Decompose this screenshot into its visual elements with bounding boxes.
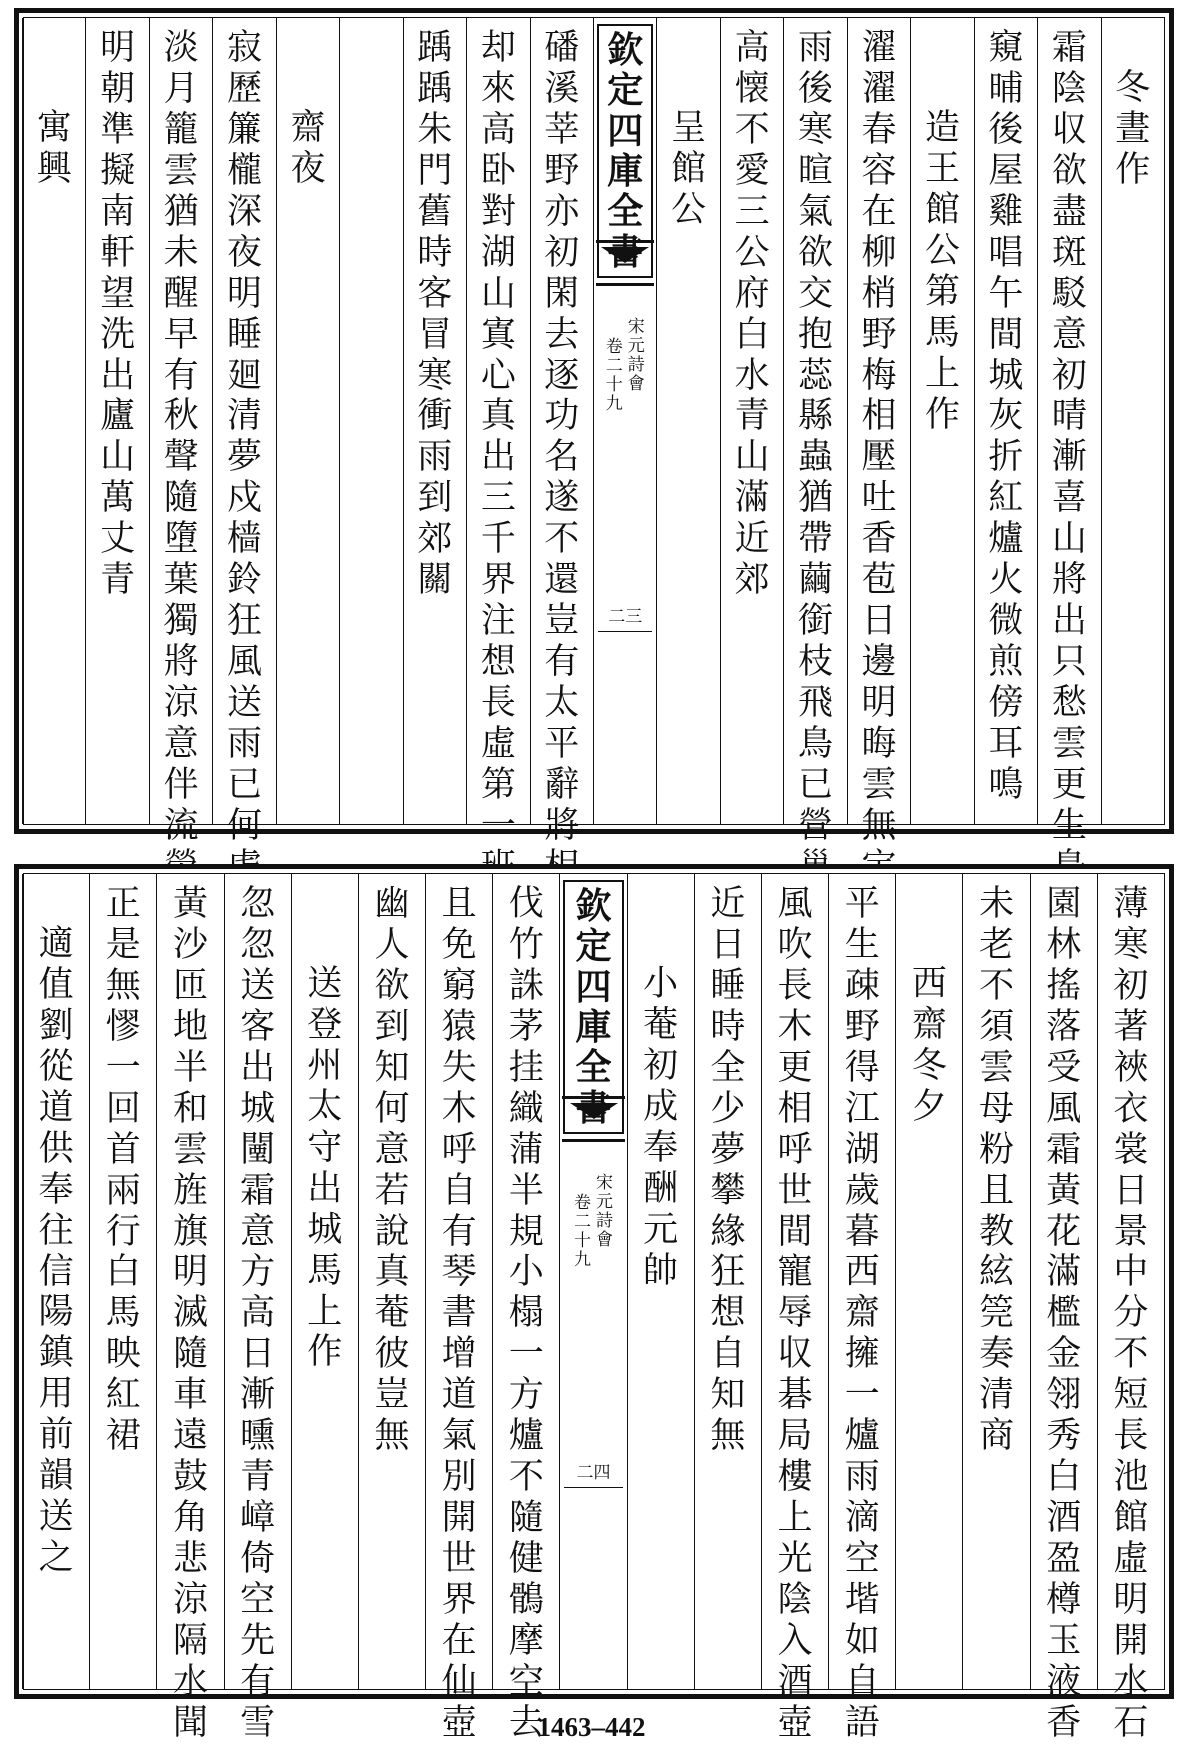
column-text: 平 生 疎 野 得 江 湖 歲 暮 西 齋 擁 一 爐 雨 滴 空 堦 如 自 語	[844, 884, 880, 1743]
poem-title-column	[1101, 18, 1164, 824]
column-text: 未 老 不 須 雲 母 粉 且 教 絃 筦 奏 清 商	[979, 884, 1015, 1457]
text-column	[974, 18, 1037, 824]
text-column	[89, 874, 156, 1689]
column-text: 冬 晝 作	[1115, 68, 1151, 190]
text-column	[828, 874, 895, 1743]
text-column	[694, 874, 761, 1689]
column-text: 寂 歷 簾 櫳 深 夜 明 睡 廻 清 夢 戍 樯 鈴 狂 風 送 雨 已 何	[227, 28, 263, 846]
volume-info: 宋 元 詩 會	[627, 317, 645, 395]
column-text: 送 登 州 太 守 出 城 馬 上 作	[307, 964, 343, 1373]
text-column	[847, 18, 910, 846]
column-text: 且 免 窮 猿 失 木 呼 自 有 琴 書 增 道 氣 別 開 世 界 在 仙 壺	[441, 884, 477, 1743]
text-column	[962, 874, 1029, 1689]
poem-title-column	[910, 18, 973, 824]
text-column	[224, 874, 291, 1743]
leaf-number: 二三	[598, 602, 652, 632]
column-text: 忽 忽 送 客 出 城 闉 霜 意 方 高 日 漸 曛 青 嶂 倚 空 先 有 雪	[240, 884, 276, 1743]
column-text: 霜 陰 収 欲 盡 斑 駁 意 初 晴 漸 喜 山 將 出 只 愁 雲 更 生	[1051, 28, 1087, 846]
column-text: 呈 館 公	[671, 108, 707, 230]
column-text: 小 菴 初 成 奉 酬 元 帥	[643, 964, 679, 1291]
fishtail-mark	[596, 240, 654, 286]
column-text: 適 值 劉 從 道 供 奉 往 信 陽 鎮 用 前 韻 送 之	[38, 924, 74, 1579]
column-text: 薄 寒 初 著 裌 衣 裳 日 景 中 分 不 短 長 池 館 虛 明 開 水 石	[1113, 884, 1149, 1743]
column-text: 明 朝 準 擬 南 軒 望 洗 出 廬 山 萬 丈 青	[100, 28, 136, 601]
fishtail-mark	[562, 1096, 624, 1142]
text-column	[339, 18, 402, 824]
column-text: 窺 晡 後 屋 雞 唱 午 間 城 灰 折 紅 爐 火 微 煎 傍 耳 鳴	[988, 28, 1024, 805]
column-text: 踽 踽 朱 門 舊 時 客 冒 寒 衝 雨 到 郊 關	[417, 28, 453, 601]
text-column	[156, 874, 223, 1743]
text-column	[492, 874, 559, 1743]
column-text: 却 來 高 卧 對 湖 山 寘 心 真 出 三 千 界 注 想 長 虛 第 一	[480, 28, 516, 846]
poem-title-column	[656, 18, 719, 824]
poem-title-column	[22, 18, 85, 824]
text-column	[783, 18, 846, 846]
column-text: 幽 人 欲 到 知 何 意 若 說 真 菴 彼 豈 無	[374, 884, 410, 1457]
text-column	[761, 874, 828, 1743]
poem-title-column	[291, 874, 358, 1689]
column-text: 齋 夜	[290, 108, 326, 189]
text-column	[1097, 874, 1164, 1743]
volume-info: 卷 二 十 九	[574, 1193, 591, 1271]
poem-title-column	[627, 874, 694, 1689]
text-column	[1030, 874, 1097, 1743]
book-title: 欽 定 四 庫 全 書	[563, 880, 623, 1134]
column-text: 近 日 睡 時 全 少 夢 攀 緣 狂 想 自 知 無	[710, 884, 746, 1457]
text-column	[466, 18, 529, 846]
text-column	[212, 18, 275, 846]
page-footer-number: 1463–442	[537, 1712, 646, 1742]
text-column	[720, 18, 783, 824]
book-title: 欽 定 四 庫 全 書	[597, 24, 653, 278]
text-column	[530, 18, 593, 846]
text-column	[403, 18, 466, 824]
page-top	[14, 8, 1174, 846]
page-frame	[23, 17, 1165, 846]
column-text: 寓 興	[36, 108, 72, 189]
center-fold-column	[593, 18, 656, 824]
column-text: 造 王 館 公 第 馬 上 作	[924, 108, 960, 435]
text-column	[85, 18, 148, 824]
leaf-number: 二四	[564, 1458, 622, 1488]
column-text: 高 懐 不 愛 三 公 府 白 水 青 山 滿 近 郊	[734, 28, 770, 601]
poem-title-column	[895, 874, 962, 1689]
column-text: 伐 竹 誅 茅 挂 織 蒲 半 規 小 榻 一 方 爐 不 隨 健 鶻 摩 空 去	[508, 884, 544, 1743]
column-text: 濯 濯 春 容 在 柳 梢 野 梅 相 壓 吐 香 苞 日 邊 明 晦 雲 無	[861, 28, 897, 846]
text-column	[358, 874, 425, 1689]
volume-info: 宋 元 詩 會	[596, 1173, 613, 1251]
poem-title-column	[22, 874, 89, 1689]
center-fold-column	[559, 874, 626, 1689]
column-text: 黃 沙 匝 地 半 和 雲 旌 旗 明 滅 隨 車 遠 鼓 角 悲 涼 隔 水 聞	[172, 884, 208, 1743]
column-text: 西 齋 冬 夕	[911, 964, 947, 1127]
poem-title-column	[276, 18, 339, 824]
text-column	[149, 18, 212, 846]
text-column	[425, 874, 492, 1743]
column-text: 淡 月 籠 雲 猶 未 醒 早 有 秋 聲 隨 墮 葉 獨 將 涼 意 伴 流	[163, 28, 199, 846]
column-text: 風 吹 長 木 更 相 呼 世 間 寵 辱 収 碁 局 樓 上 光 陰 入 酒 壺	[777, 884, 813, 1743]
text-column	[1037, 18, 1100, 846]
column-text: 磻 溪 莘 野 亦 初 閑 去 逐 功 名 遂 不 還 豈 有 太 平 辭 將	[544, 28, 580, 846]
column-text: 園 林 搖 落 受 風 霜 黃 花 滿 檻 金 翎 秀 白 酒 盈 樽 玉 液 香	[1046, 884, 1082, 1743]
volume-info: 卷 二 十 九	[605, 337, 623, 415]
column-text: 正 是 無 憀 一 回 首 兩 行 白 馬 映 紅 裙	[105, 884, 141, 1457]
column-text: 雨 後 寒 暄 氣 欲 交 抱 蕊 縣 蟲 猶 帶 繭 銜 枝 飛 鳥 已 營	[798, 28, 834, 846]
